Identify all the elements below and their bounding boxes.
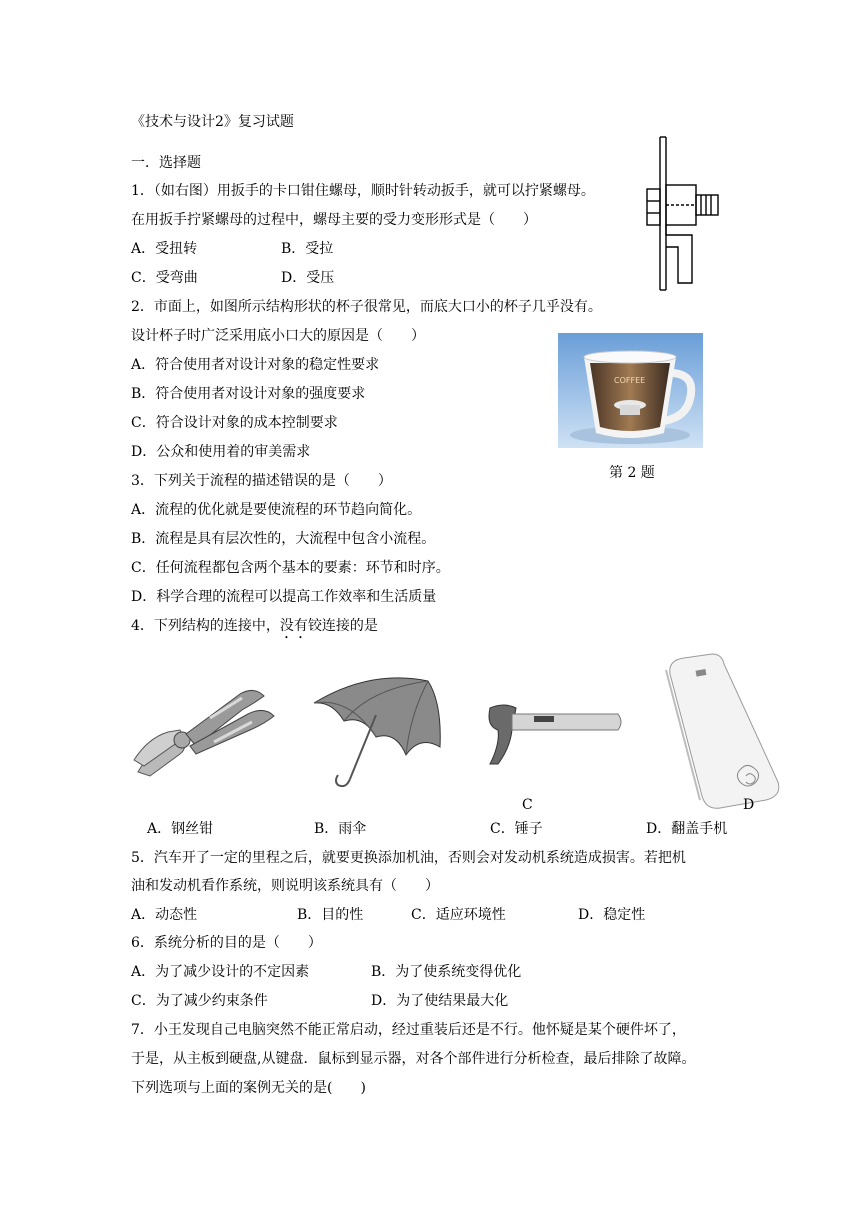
flip-phone-image	[660, 650, 785, 810]
document-title: 《技术与设计2》复习试题	[131, 114, 294, 130]
question-1-line-1: 1．（如右图）用扳手的卡口钳住螺母，顺时针转动扳手，就可以拧紧螺母。	[131, 183, 595, 199]
question-5-option-d: D．稳定性	[578, 907, 646, 923]
question-7-line-3: 下列选项与上面的案例无关的是( )	[131, 1080, 366, 1096]
question-4-option-d: D．翻盖手机	[646, 821, 728, 837]
question-5-option-c: C．适应环境性	[411, 907, 506, 923]
question-1-option-a: A．受扭转	[131, 241, 198, 257]
question-1-line-2: 在用扳手拧紧螺母的过程中，螺母主要的受力变形形式是（ ）	[131, 212, 537, 228]
figure-2-caption: 第 2 题	[609, 465, 655, 481]
cup-logo-text: COFFEE	[614, 376, 646, 385]
pliers-image	[130, 680, 280, 785]
question-4-option-b: B．雨伞	[314, 821, 367, 837]
question-4-option-c: C．锤子	[490, 821, 543, 837]
hammer-image	[482, 700, 624, 770]
question-2-option-a: A．符合使用者对设计对象的稳定性要求	[131, 357, 380, 373]
umbrella-image	[310, 675, 445, 795]
question-1-option-d: D．受压	[281, 270, 335, 286]
question-5-option-a: A．动态性	[131, 907, 198, 923]
question-3-line-1: 3．下列关于流程的描述错误的是（ ）	[131, 473, 392, 489]
question-6-option-b: B．为了使系统变得优化	[371, 964, 522, 980]
question-6-option-d: D．为了使结果最大化	[371, 993, 509, 1009]
question-4-line-1	[131, 617, 378, 642]
question-6-option-a: A．为了减少设计的不定因素	[131, 964, 310, 980]
section-title: 一．选择题	[131, 155, 201, 171]
question-1-option-c: C．受弯曲	[131, 270, 198, 286]
wrench-nut-diagram	[630, 135, 725, 295]
question-5-line-2: 油和发动机看作系统，则说明该系统具有（ ）	[131, 878, 439, 894]
question-3-option-c: C．任何流程都包含两个基本的要素：环节和时序。	[131, 560, 450, 576]
question-3-option-a: A．流程的优化就是要使流程的环节趋向简化。	[131, 502, 422, 518]
question-4-suffix: 铰连接的是	[307, 618, 378, 634]
question-2-line-2: 设计杯子时广泛采用底小口大的原因是（ ）	[131, 328, 425, 344]
question-7-line-2: 于是，从主板到硬盘,从键盘．鼠标到显示器，对各个部件进行分析检查，最后排除了故障。	[131, 1051, 696, 1067]
question-4-option-a: A．钢丝钳	[147, 821, 214, 837]
question-2-line-1: 2．市面上，如图所示结构形状的杯子很常见，而底大口小的杯子几乎没有。	[131, 299, 602, 315]
question-5-option-b: B．目的性	[297, 907, 364, 923]
question-2-option-b: B．符合使用者对设计对象的强度要求	[131, 386, 366, 402]
question-6-line-1: 6．系统分析的目的是（ ）	[131, 935, 322, 951]
question-2-option-c: C．符合设计对象的成本控制要求	[131, 415, 338, 431]
question-4-prefix: 4．下列结构的连接中，	[131, 618, 280, 634]
question-5-line-1: 5．汽车开了一定的里程之后，就要更换添加机油，否则会对发动机系统造成损害。若把机	[131, 850, 686, 866]
question-2-option-d: D．公众和使用着的审美需求	[131, 444, 311, 460]
question-6-option-c: C．为了减少约束条件	[131, 993, 268, 1009]
question-1-option-b: B．受拉	[281, 241, 334, 257]
question-4-emphasis: 没有	[279, 618, 308, 634]
coffee-cup-image	[558, 333, 703, 448]
image-c-cut-label: C	[522, 798, 533, 809]
question-7-line-1: 7．小王发现自己电脑突然不能正常启动，经过重装后还是不行。他怀疑是某个硬件坏了，	[131, 1022, 686, 1038]
question-3-option-d: D．科学合理的流程可以提高工作效率和生活质量	[131, 589, 437, 605]
image-d-cut-label: D	[743, 798, 755, 810]
question-3-option-b: B．流程是具有层次性的，大流程中包含小流程。	[131, 531, 436, 547]
